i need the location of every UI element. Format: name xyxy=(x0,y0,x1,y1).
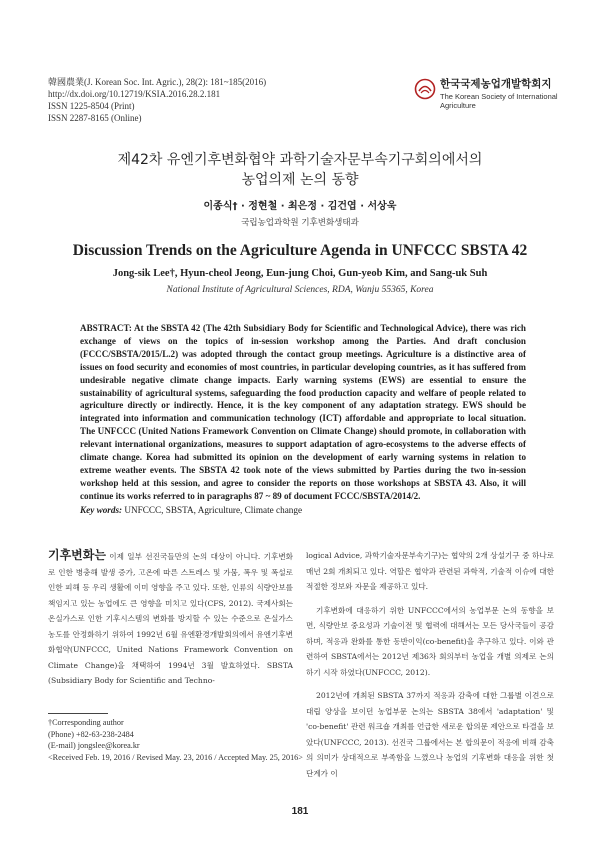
abstract-text: At the SBSTA 42 (The 42th Subsidiary Body for Scientific and Technological Advice), there was rich exchange of views on the topics of in-session workshop among the Parties. And draft conclusion (FCCC/SBSTA/2015/L.2) was adopted through the contact group meetings. Agriculture is a distinctive area of issues on food security and economies of most countries, in particular developing countries, as it has suffered from undesirable negative climate change impacts. Early warning systems (EWS) are essential to ensure the sustainability of agricultural systems, safeguarding the food production capacity and welfare of people related to agriculture directly or indirectly. Hence, it is the key component of any adaptation strategy. EWS should be integrated into information and communication technology (ICT) affordable and appropriate to local situation. The UNFCCC (United Nations Framework Convention on Climate Change) should promote, in collaboration with relevant international organizations, measures to support adaptation of agro-ecosystems to the adverse effects of climate change. Korea had submitted its opinion on the development of early warning systems in relation to extreme weather events. The SBSTA 42 took note of the views submitted by Parties during the two in-session workshop held at this session, and agree to consider the reports on those workshops at SBSTA 43. Also, it will continue its works referred to in paragraphs 87 ~ 89 of document FCCC/SBSTA/2014/2. xyxy=(80,323,526,501)
footnote xyxy=(48,717,303,763)
footnote-phone: (Phone) +82-63-238-2484 xyxy=(48,729,134,739)
society-emblem-icon xyxy=(414,78,436,100)
society-name-ko: 한국국제농업개발학회지 xyxy=(440,78,552,90)
body-left-text: 이제 일부 선진국들만의 논의 대상이 아니다. 기후변화로 인한 병충해 발생 증가, 고온에 따른 스트레스 및 가뭄, 폭우 및 폭설로 인한 피해 등 우리 생활에 이미 영향을 주고 있다. 또한, 인류의 식량안보를 책임지고 있는 농업에도 큰 영향을 미치고 있다(CFS, 2012). 국제사회는 온실가스로 인한 기후시스템의 변화를 방지할 수 있는 수준으로 온실가스 농도를 안정화하기 위하여 1992년 6월 유엔환경개발회의에서 유엔기후변화협약(UNFCCC, United Nations Framework Convention on Climate Change)을 채택하여 1994년 3월 발효하였다. SBSTA (Subsidiary Body for Scientific and Techno- xyxy=(48,552,293,685)
abstract-label: ABSTRACT: xyxy=(80,323,132,333)
journal-citation: 韓國農業(J. Korean Soc. Int. Agric.), 28(2): 181~185(2016) xyxy=(48,77,267,87)
abstract xyxy=(80,322,526,503)
footnote-corresponding: †Corresponding author xyxy=(48,718,124,727)
paper-title-ko-line2: 농업의제 논의 동향 xyxy=(241,172,359,188)
keywords-label: Key words: xyxy=(80,505,123,515)
society-logo xyxy=(414,76,564,116)
affiliation-en: National Institute of Agricultural Sciences, RDA, Wanju 55365, Korea xyxy=(166,285,434,295)
keywords-text: UNFCCC, SBSTA, Agriculture, Climate change xyxy=(124,505,303,515)
body-right-paragraph-1: logical Advice, 과학기술자문부속기구)는 협약의 2개 상설기구 중 하나로 매년 2회 개최되고 있다. 역할은 협약과 관련된 과학적, 기술적 이슈에 대한 적절한 정보와 자문을 제공하고 있다. xyxy=(306,551,554,591)
paper-title-en: Discussion Trends on the Agriculture Agenda in UNFCCC SBSTA 42 xyxy=(72,242,528,259)
paper-title-ko xyxy=(40,150,560,190)
issn-print: ISSN 1225-8504 (Print) xyxy=(48,101,135,111)
doi-link[interactable]: http://dx.doi.org/10.12719/KSIA.2016.28.2.181 xyxy=(48,89,221,99)
footnote-rule xyxy=(48,713,108,714)
authors-en: Jong-sik Lee†, Hyun-cheol Jeong, Eun-jung Choi, Gun-yeob Kim, and Sang-uk Suh xyxy=(112,268,488,279)
paper-title-ko-line1: 제42차 유엔기후변화협약 과학기술자문부속기구회의에서의 xyxy=(117,152,483,168)
society-name-en: The Korean Society of International Agriculture xyxy=(440,92,558,110)
body-right-paragraph-2: 기후변화에 대응하기 위한 UNFCCC에서의 농업부문 논의 동향을 보면, 식량안보 중요성과 기술이전 및 협력에 대해서는 모든 당사국들이 공감하며, 적응과 완화를 통한 동반이익(co-benefit)을 추구하고 있다. 이와 관련하여 SBSTA에서는 2012년 제36차 회의부터 농업을 개별 의제로 논의하기 시작 하였다(UNFCCC, 2012). xyxy=(306,605,554,677)
body-right-column xyxy=(306,548,554,789)
issn-online: ISSN 2287-8165 (Online) xyxy=(48,113,142,123)
page-number: 181 xyxy=(291,806,309,817)
keywords xyxy=(80,505,526,515)
journal-header xyxy=(48,76,266,124)
body-right-paragraph-3: 2012년에 개최된 SBSTA 37까지 적응과 감축에 대한 그룹별 이견으로 대립 양상을 보이던 농업부문 논의는 SBSTA 38에서 'adaptation' 및 'co-benefit' 관련 워크숍 개최를 언급한 새로운 합의문 제안으로 타결을 보았다(UNFCCC, 2013). 선진국 그룹에서는 본 합의문이 적응에 비해 감축의 의미가 상대적으로 부족함을 느꼈으나 농업의 기후변화 대응을 위한 첫 단계가 이 xyxy=(306,691,554,778)
footnote-email[interactable]: (E-mail) jongslee@korea.kr xyxy=(48,741,140,750)
body-left-column xyxy=(48,548,293,689)
footnote-dates: <Received Feb. 19, 2016 / Revised May. 23, 2016 / Accepted May. 25, 2016> xyxy=(48,752,303,762)
lead-word: 기후변화는 xyxy=(48,548,106,562)
affiliation-ko: 국립농업과학원 기후변화생태과 xyxy=(241,218,359,228)
authors-ko: 이종식† · 정현철 · 최은정 · 김건엽 · 서상욱 xyxy=(203,201,397,212)
